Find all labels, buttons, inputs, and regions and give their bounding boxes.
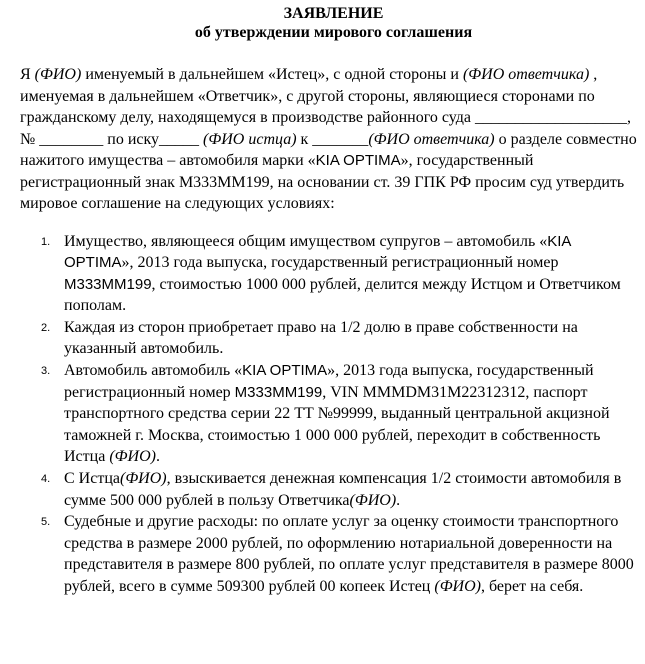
intro-text-1: Я xyxy=(20,66,35,83)
item-text: С Истца xyxy=(64,470,120,488)
item-plate: М333ММ199 xyxy=(64,275,152,293)
intro-fio-defendant: (ФИО ответчика) xyxy=(462,66,590,83)
intro-text-5: о разделе совместно нажитого имущества – автомобиля марки « xyxy=(20,130,637,169)
list-item xyxy=(20,468,637,511)
item-text: », 2013 года выпуска, государственный регистрационный номер xyxy=(121,254,559,272)
item-text: Автомобиль автомобиль « xyxy=(64,362,243,380)
item-text: Каждая из сторон приобретает право на 1/2 долю в праве собственности на указанный автомобиль. xyxy=(64,318,578,358)
item-text: Судебные и другие расходы: по оплате услуг за оценку стоимости транспортного средства в размере 2000 рублей, по оформлению нотариальной доверенности на представителя в размере 800 рублей, по оплате услуг представителя в размере 8000 рублей, всего в сумме 509300 рублей 00 копеек Истец xyxy=(64,513,634,595)
item-car: KIA OPTIMA xyxy=(64,232,571,272)
item-text: , взыскивается денежная компенсация 1/2 стоимости автомобиля в сумме 500 000 рублей в пользу Ответчика xyxy=(64,470,622,509)
document-title: ЗАЯВЛЕНИЕ xyxy=(283,5,384,22)
intro-text-6: », государственный регистрационный знак М333ММ199, на основании ст. 39 ГПК РФ просим суд утвердить мировое соглашение на следующих условиях: xyxy=(20,152,625,212)
list-item xyxy=(20,231,637,317)
intro-paragraph xyxy=(20,64,637,215)
item-plate: М333ММ199 xyxy=(234,383,323,401)
intro-fio: (ФИО) xyxy=(34,66,82,83)
intro-text-4: к _______ xyxy=(296,130,369,148)
document-subtitle: об утверждении мирового соглашения xyxy=(194,24,473,41)
intro-text-3: , именуемая в дальнейшем «Ответчик», с другой стороны, являющиеся сторонами по гражданскому делу, находящемуся в производстве районного суда ___________________, № ________ по иску_____ xyxy=(20,66,631,148)
intro-fio-plaintiff: (ФИО истца) xyxy=(203,130,297,148)
intro-car: KIA OPTIMA xyxy=(315,152,401,169)
item-text: », 2013 года выпуска, государственный регистрационный номер xyxy=(64,362,594,401)
list-number: 1. xyxy=(41,235,51,248)
list-number: 2. xyxy=(41,321,51,334)
item-car: KIA OPTIMA xyxy=(242,362,328,380)
item-fio: (ФИО) xyxy=(119,470,167,488)
item-fio: (ФИО) xyxy=(349,491,397,509)
intro-text-2: именуемый в дальнейшем «Истец», с одной стороны и xyxy=(81,66,463,83)
list-item xyxy=(20,360,637,468)
item-fio: (ФИО) xyxy=(434,578,481,595)
item-text: , стоимостью 1000 000 рублей, делится между Истцом и Ответчиком пополам. xyxy=(64,275,621,315)
item-text: , VIN MMMDM31M22312312, паспорт транспортного средства серии 22 ТТ №99999, выданный центральной акцизной таможней г. Москва, стоимостью 1 000 000 рублей, переходит в собственность Истца xyxy=(64,383,610,466)
item-text: . xyxy=(155,448,160,466)
list-item xyxy=(20,317,637,360)
list-item xyxy=(20,511,637,597)
item-text: Имущество, являющееся общим имуществом супругов – автомобиль « xyxy=(64,232,548,250)
list-number: 5. xyxy=(41,516,51,529)
item-fio: (ФИО) xyxy=(109,448,156,466)
item-text: , берет на себя. xyxy=(481,578,584,595)
list-number: 3. xyxy=(41,365,51,378)
list-number: 4. xyxy=(41,473,51,486)
item-text: . xyxy=(396,491,401,509)
intro-fio-defendant-2: (ФИО ответчика) xyxy=(368,130,495,148)
conditions-list xyxy=(20,231,637,598)
